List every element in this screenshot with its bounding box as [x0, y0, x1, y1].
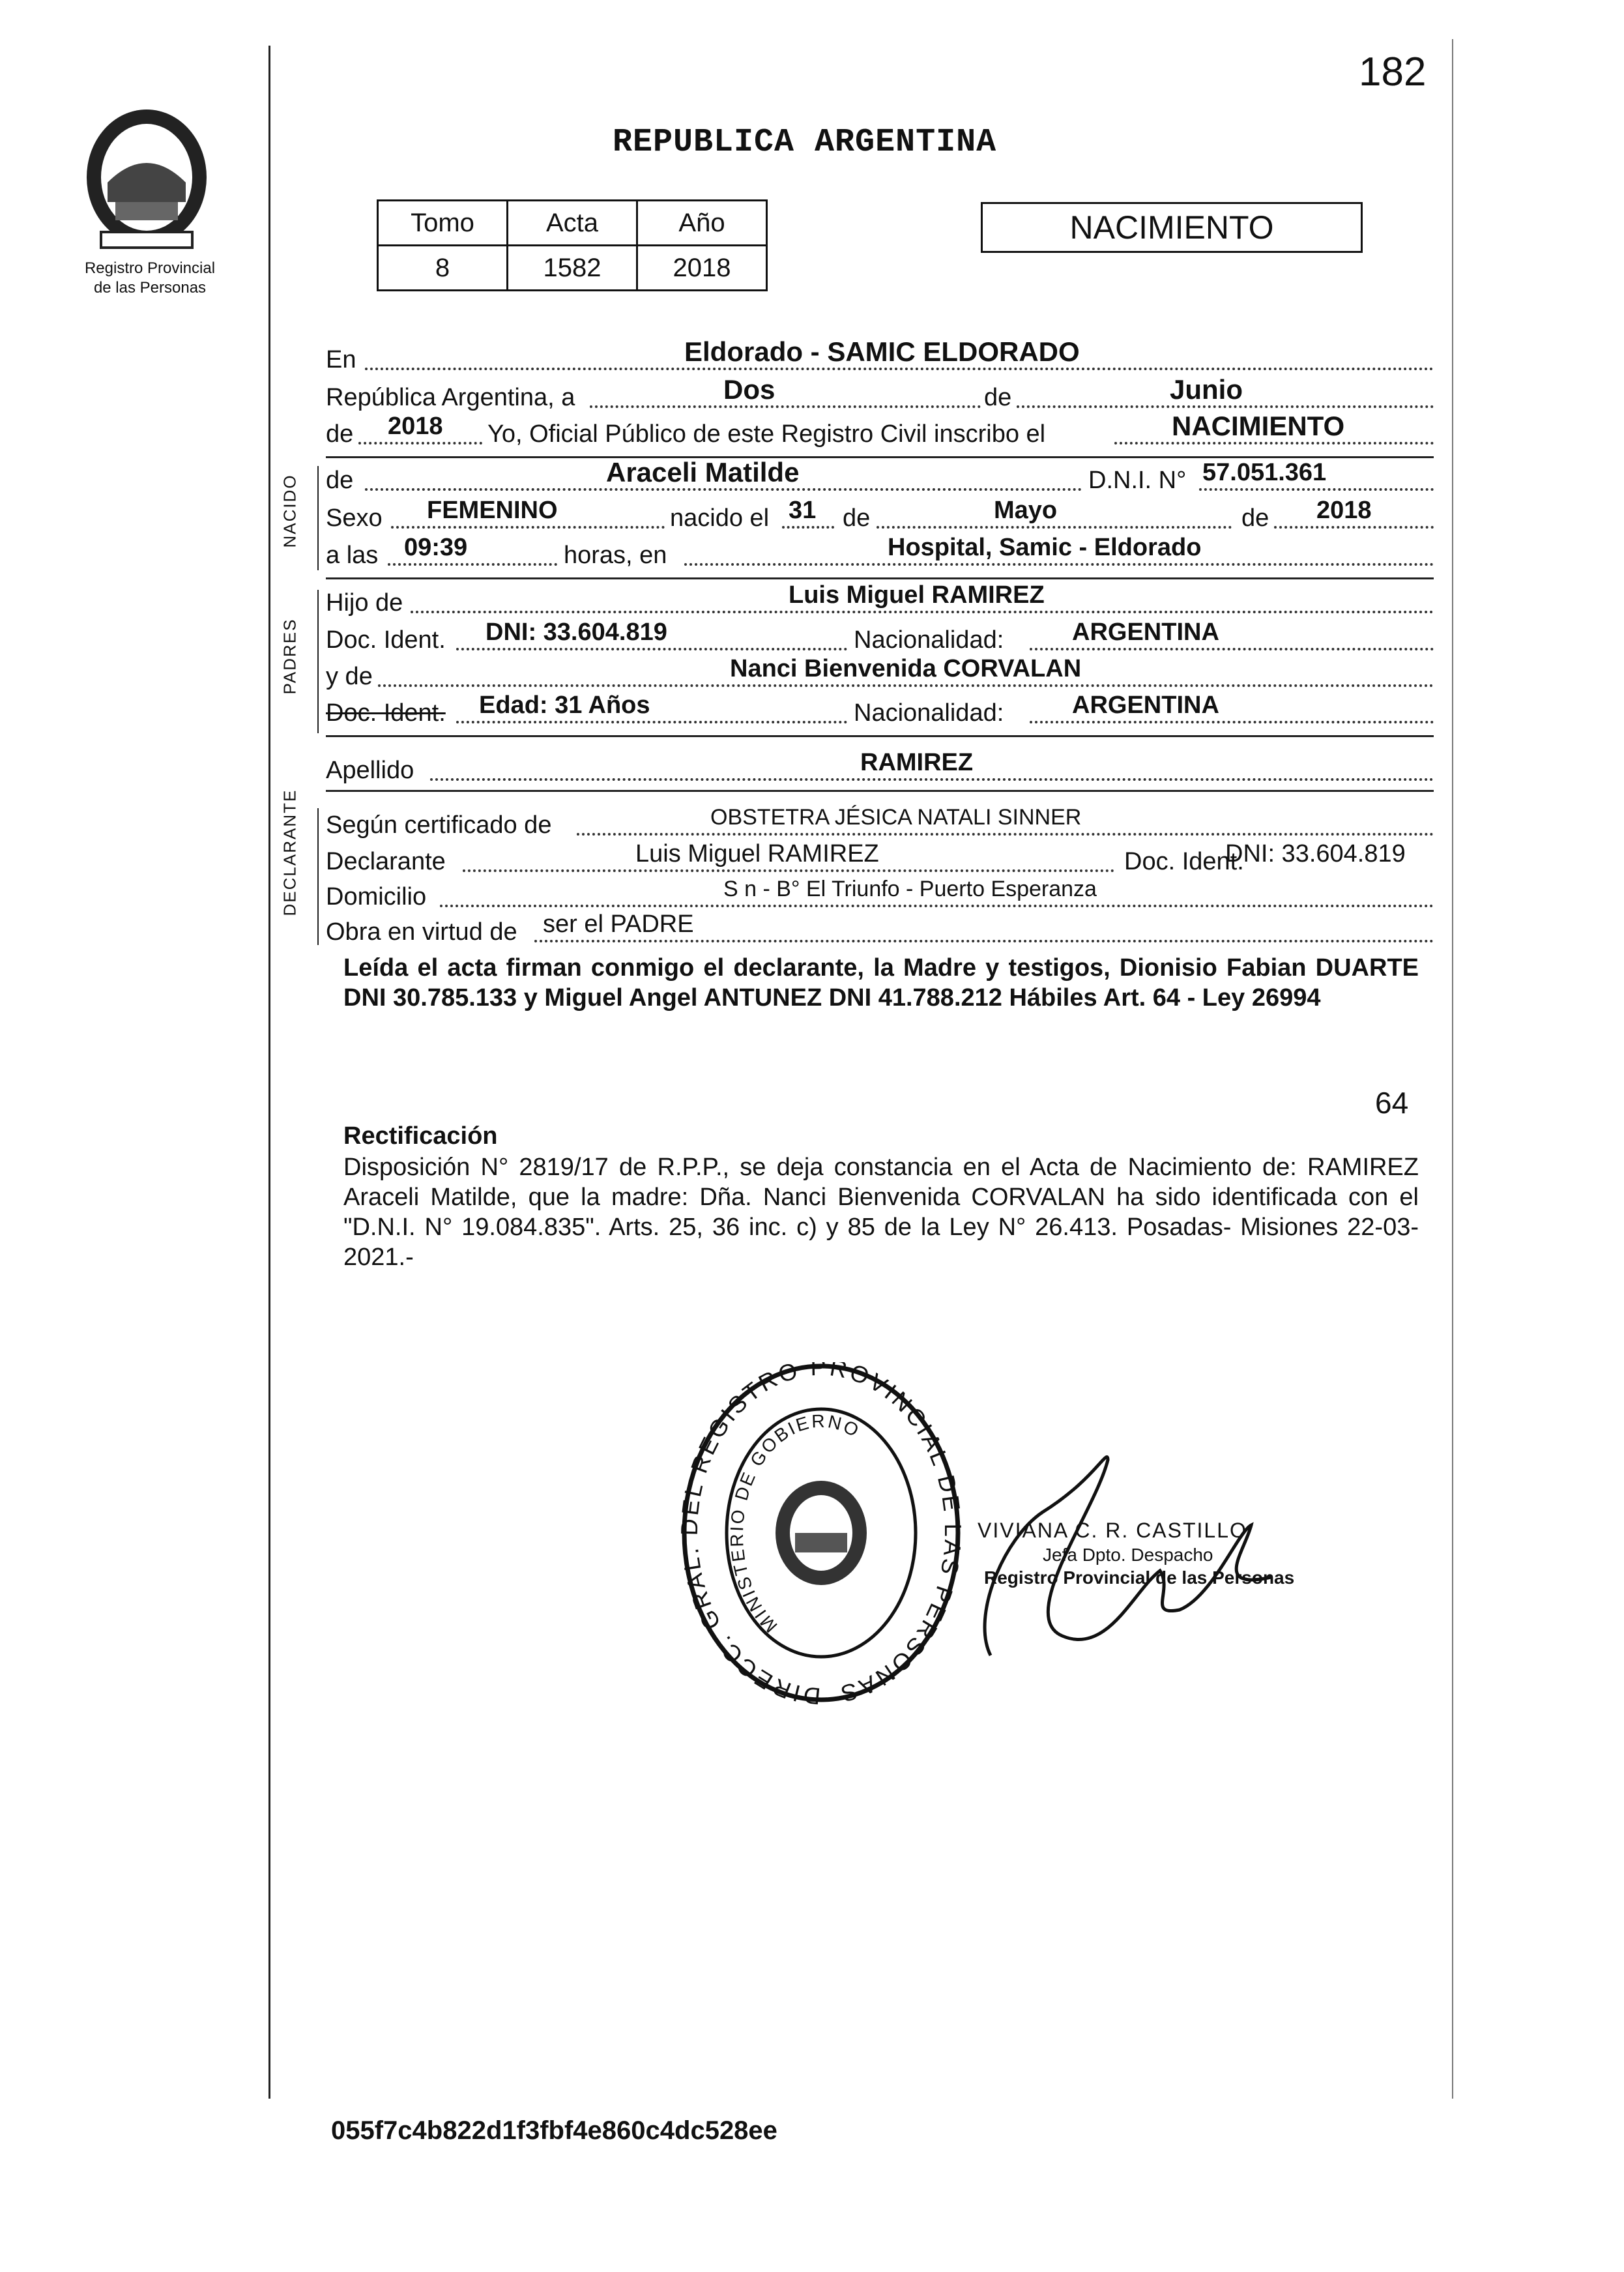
rectificacion-body: Disposición N° 2819/17 de R.P.P., se deja constancia en el Acta de Nacimiento de: RAMIREZ Araceli Matilde, que la madre: Dña. Nanci Bienvenida CORVALAN ha sido identificada con el "D.N.I. N° 19.084.835". Arts. 25, 36 inc. c) y 85 de la Ley N° 26.413. Posadas- Misiones 22-03-2021.- — [343, 1154, 1419, 1271]
row-madre-doc — [326, 692, 1434, 727]
label-apellido: Apellido — [326, 757, 414, 784]
tomo-value: 8 — [378, 246, 508, 291]
section-label-nacido: NACIDO — [280, 474, 300, 548]
rectificacion-title: Rectificación — [343, 1122, 498, 1150]
label-horas-en: horas, en — [564, 542, 667, 569]
value-decl-doc: DNI: 33.604.819 — [1225, 840, 1406, 867]
value-hora: 09:39 — [404, 534, 468, 561]
left-margin-line — [268, 46, 270, 2099]
page-number: 182 — [1359, 50, 1427, 95]
row-padre-doc — [326, 619, 1434, 654]
value-nacido-anio: 2018 — [1316, 497, 1372, 524]
value-madre: Nanci Bienvenida CORVALAN — [730, 655, 1082, 682]
label-domicilio: Domicilio — [326, 883, 427, 910]
value-dia: Dos — [723, 374, 776, 405]
row-certificado — [326, 804, 1434, 839]
row-declarante — [326, 841, 1434, 876]
anio-value: 2018 — [637, 246, 767, 291]
row-en — [326, 336, 1434, 374]
acta-value: 1582 — [508, 246, 637, 291]
label-obra: Obra en virtud de — [326, 918, 517, 946]
value-en: Eldorado - SAMIC ELDORADO — [684, 336, 1080, 367]
label-madre-nac: Nacionalidad: — [854, 699, 1004, 727]
label-y-de: y de — [326, 663, 373, 690]
value-anio: 2018 — [388, 413, 443, 440]
padres-bracket — [317, 590, 319, 733]
section-label-declarante: DECLARANTE — [280, 789, 300, 916]
value-madre-nac: ARGENTINA — [1072, 692, 1219, 719]
label-de-mes: de — [984, 384, 1012, 411]
right-margin-line — [1452, 39, 1453, 2099]
value-nacido-mes: Mayo — [994, 497, 1058, 524]
province-seal — [75, 104, 218, 254]
value-certificado: OBSTETRA JÉSICA NATALI SINNER — [710, 805, 1082, 830]
value-mes: Junio — [1170, 374, 1243, 405]
value-declarante: Luis Miguel RAMIREZ — [635, 840, 879, 867]
signature-name: VIVIANA C. R. CASTILLO — [978, 1519, 1247, 1542]
document-hash: 055f7c4b822d1f3fbf4e860c4dc528ee — [331, 2116, 777, 2145]
value-obra: ser el PADRE — [543, 910, 694, 938]
label-a-las: a las — [326, 542, 379, 569]
record-table — [377, 199, 768, 291]
value-padre: Luis Miguel RAMIREZ — [789, 581, 1045, 609]
stamp-inner-text: MINISTERIO DE GOBIERNO — [726, 1410, 864, 1637]
label-nacido-de: de — [843, 504, 871, 532]
label-en: En — [326, 346, 356, 373]
label-nacido-de2: de — [1241, 504, 1269, 532]
label-padre-nac: Nacionalidad: — [854, 626, 1004, 654]
row-obra — [326, 911, 1434, 946]
value-nacido-dia: 31 — [789, 497, 817, 524]
value-apellido: RAMIREZ — [860, 749, 974, 776]
separator-4 — [326, 790, 1434, 792]
value-dni: 57.051.361 — [1202, 459, 1327, 486]
label-republica: República Argentina, a — [326, 384, 575, 411]
separator-2 — [326, 577, 1434, 579]
signature-role: Jefa Dpto. Despacho — [1043, 1545, 1213, 1565]
document-title: REPUBLICA ARGENTINA — [613, 124, 997, 161]
row-apellido — [326, 750, 1434, 785]
row-fecha — [326, 374, 1434, 412]
row-hora — [326, 534, 1434, 570]
tomo-header: Tomo — [378, 201, 508, 246]
value-lugar: Hospital, Samic - Eldorado — [888, 534, 1202, 561]
declarante-bracket — [317, 808, 319, 945]
row-sexo — [326, 497, 1434, 532]
nacido-bracket — [317, 466, 319, 570]
separator-3 — [326, 735, 1434, 737]
label-madre-doc: Doc. Ident. — [326, 699, 446, 727]
row-nombre — [326, 459, 1434, 495]
section-label-padres: PADRES — [280, 618, 300, 695]
label-de-anio: de — [326, 420, 354, 448]
anio-header: Año — [637, 201, 767, 246]
label-nacido-el: nacido el — [670, 504, 770, 532]
value-domicilio: S n - B° El Triunfo - Puerto Esperanza — [723, 877, 1097, 901]
value-inscribo: NACIMIENTO — [1172, 411, 1345, 441]
closing-text: Leída el acta firman conmigo el declarante, la Madre y testigos, Dionisio Fabian DUARTE DNI 30.785.133 y Miguel Angel ANTUNEZ DNI 41.788.212 Hábiles Art. 64 - Ley 26994 — [343, 954, 1419, 1012]
record-type-box: NACIMIENTO — [981, 202, 1363, 253]
row-domicilio — [326, 876, 1434, 911]
margin-number: 64 — [1375, 1086, 1409, 1120]
label-hijo-de: Hijo de — [326, 589, 403, 617]
value-sexo: FEMENINO — [427, 497, 558, 524]
label-sexo: Sexo — [326, 504, 383, 532]
row-inscribo — [326, 413, 1434, 448]
value-padre-doc: DNI: 33.604.819 — [486, 619, 667, 646]
seal-caption-2: de las Personas — [93, 279, 207, 297]
label-padre-doc: Doc. Ident. — [326, 626, 446, 654]
row-madre — [326, 656, 1434, 691]
label-declarante: Declarante — [326, 848, 446, 875]
stamp-outer-text: DIRECC. GRAL. DEL REGISTRO PROVINCIAL DE LAS PERSONAS — [678, 1362, 964, 1710]
value-madre-doc: Edad: 31 Años — [479, 692, 650, 719]
label-inscribo: Yo, Oficial Público de este Registro Civil inscribo el — [487, 420, 1046, 448]
acta-header: Acta — [508, 201, 637, 246]
signature-office: Registro Provincial de las Personas — [984, 1567, 1295, 1588]
label-decl-doc: Doc. Ident. — [1124, 848, 1244, 875]
label-dni: D.N.I. N° — [1088, 467, 1187, 494]
seal-caption-1: Registro Provincial — [84, 259, 216, 277]
label-nombre: de — [326, 467, 354, 494]
value-nombre: Araceli Matilde — [606, 457, 800, 488]
value-padre-nac: ARGENTINA — [1072, 619, 1219, 646]
official-stamp — [678, 1362, 964, 1714]
row-hijo — [326, 582, 1434, 617]
label-certificado: Según certificado de — [326, 811, 552, 839]
